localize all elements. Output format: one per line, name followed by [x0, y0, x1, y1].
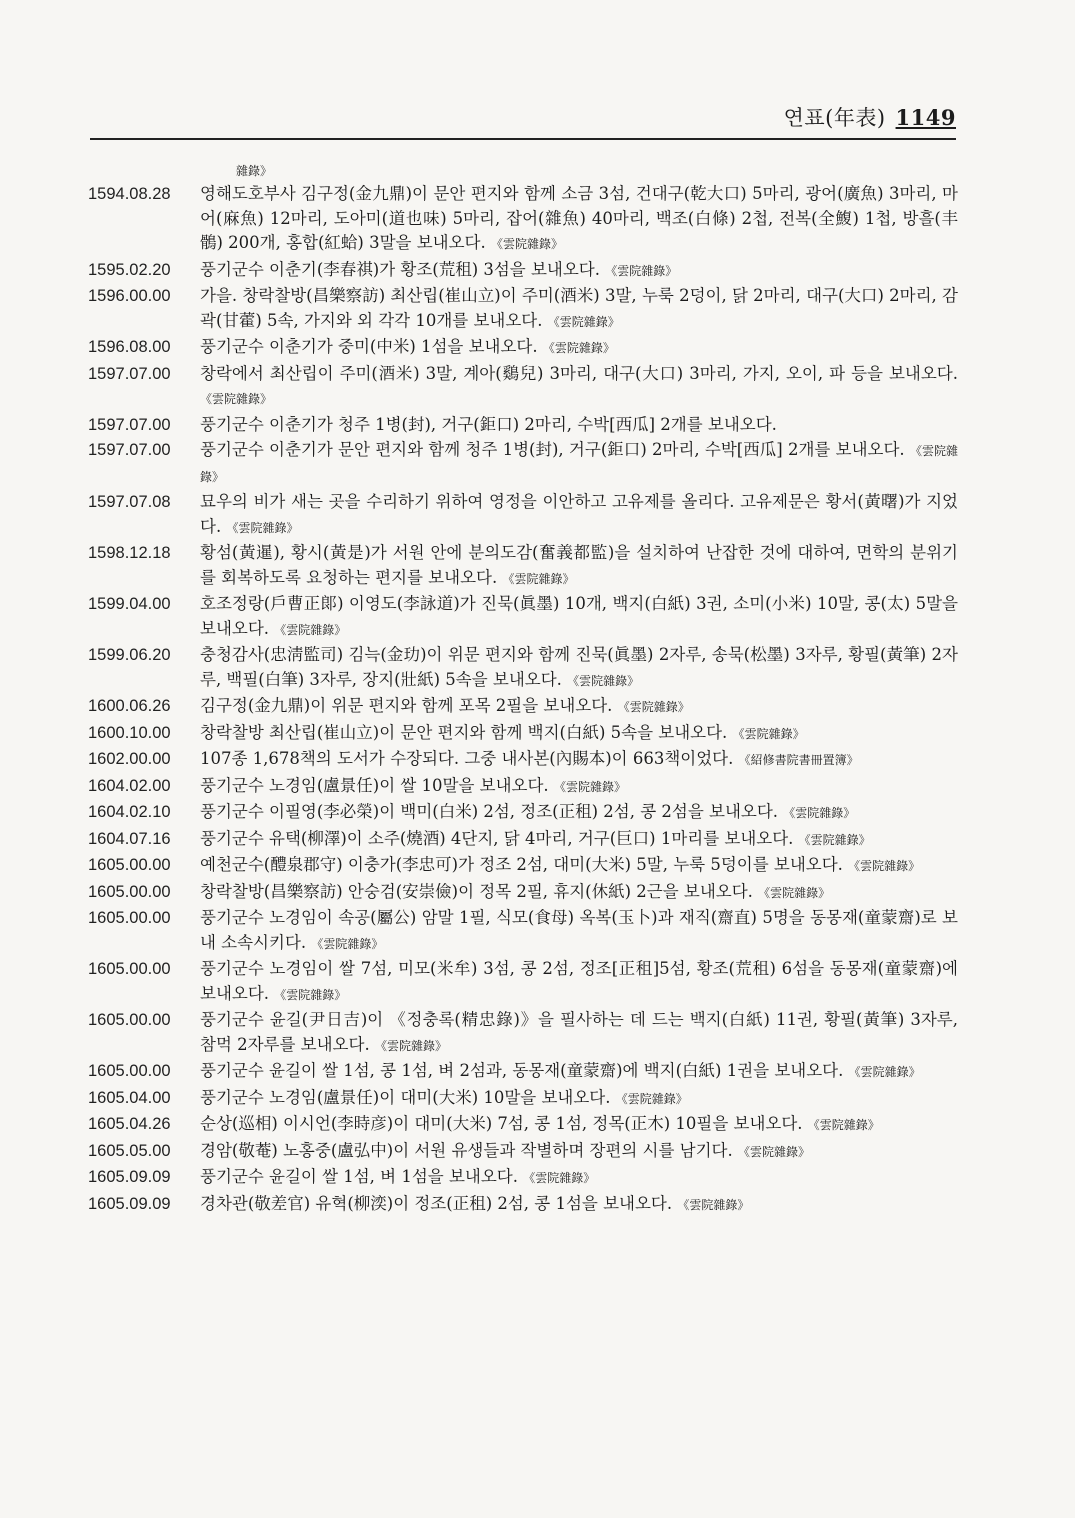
entry-text: 김구정(金九鼎)이 위문 편지와 함께 포목 2필을 보내오다.: [200, 696, 613, 715]
entry-source: 《雲院雜錄》: [200, 392, 273, 406]
entry-date: 1597.07.00: [88, 441, 171, 459]
chronology-entry: [88, 1059, 958, 1085]
chronology-entry: [88, 721, 958, 747]
entry-text: 영해도호부사 김구정(金九鼎)이 문안 편지와 함께 소금 3섬, 건대구(乾大口) 5마리, 광어(廣魚) 3마리, 마어(麻魚) 12마리, 도아미(道也味) 5마리, 잡어(雜魚) 40마리, 백조(白條) 2첩, 전복(全鰒) 1첩, 방흘(丰鶻) 200개, 홍합(紅蛤) 3말을 보내오다.: [200, 184, 958, 252]
entry-text-block: [196, 827, 958, 853]
entry-source: 《雲院雜錄》: [738, 1144, 811, 1159]
chronology-entry: [88, 747, 958, 773]
entry-text-block: [196, 541, 958, 591]
entry-text: 107종 1,678책의 도서가 수장되다. 그중 내사본(內賜本)이 663책이었다.: [200, 749, 734, 768]
entry-date: 1605.09.09: [88, 1168, 171, 1186]
chronology-entry: [88, 1008, 958, 1058]
chronology-entry: [88, 880, 958, 906]
entry-source: 《雲院雜錄》: [798, 832, 871, 847]
entry-text-block: [196, 362, 958, 412]
chronology-entry: [88, 774, 958, 800]
entry-text-block: [196, 853, 958, 879]
chronology-entry: [88, 1086, 958, 1112]
entry-text: 풍기군수 이춘기가 중미(中米) 1섬을 보내오다.: [200, 337, 538, 356]
entry-text-block: [196, 906, 958, 956]
entry-date: 1599.06.20: [88, 646, 171, 664]
entry-text: 풍기군수 노경임이 쌀 7섬, 미모(米牟) 3섬, 콩 2섬, 정조[正租]5섬, 황조(荒租) 6섬을 동몽재(童蒙齋)에 보내오다.: [200, 959, 958, 1003]
entry-text-block: [196, 747, 958, 773]
entry-text: 풍기군수 윤길(尹日吉)이 《정충록(精忠錄)》을 필사하는 데 드는 백지(白紙) 11권, 황필(黃筆) 3자루, 참먹 2자루를 보내오다.: [200, 1010, 958, 1054]
entry-source: 《雲院雜錄》: [226, 520, 299, 535]
entry-date: 1605.00.00: [88, 856, 171, 874]
entry-text-block: [196, 1059, 958, 1085]
entry-source: 《雲院雜錄》: [758, 885, 831, 900]
chronology-entry: [88, 643, 958, 693]
running-head: [784, 102, 956, 132]
entry-text: 묘우의 비가 새는 곳을 수리하기 위하여 영정을 이안하고 고유제를 올리다. 고유제문은 황서(黃曙)가 지었다.: [200, 492, 958, 536]
chronology-entry: [88, 362, 958, 412]
entry-text: 풍기군수 유택(柳澤)이 소주(燒酒) 4단지, 닭 4마리, 거구(巨口) 1마리를 보내오다.: [200, 828, 794, 848]
entry-text: 풍기군수 이춘기(李春祺)가 황조(荒租) 3섬을 보내오다.: [200, 259, 600, 279]
chronology-entry: [88, 906, 958, 956]
entry-text-block: [196, 1086, 958, 1112]
entry-date: 1594.08.28: [88, 185, 171, 203]
entry-date: 1605.00.00: [88, 1062, 171, 1080]
entry-text: 충청감사(忠淸監司) 김늑(金玏)이 위문 편지와 함께 진묵(眞墨) 2자루, 송묵(松墨) 3자루, 황필(黃筆) 2자루, 백필(白筆) 3자루, 장지(壯紙) 5속을 보내오다.: [200, 645, 958, 689]
entry-text: 풍기군수 이춘기가 청주 1병(封), 거구(鉅口) 2마리, 수박[西瓜] 2개를 보내오다.: [200, 414, 777, 434]
chronology-entry: [88, 490, 958, 540]
entry-source: 《雲院雜錄》: [732, 726, 805, 741]
entry-date: 1602.00.00: [88, 750, 171, 768]
entry-source: 《雲院雜錄》: [200, 444, 959, 484]
continuation-source: 雜錄》: [236, 164, 273, 178]
entry-date: 1605.00.00: [88, 960, 171, 978]
entry-text-block: [196, 880, 958, 906]
chronology-entry: [88, 957, 958, 1007]
entry-text-block: [196, 335, 958, 361]
entry-date: 1604.02.00: [88, 776, 171, 795]
entry-text-block: [196, 258, 958, 284]
chronology-entry: [88, 1165, 958, 1191]
entry-text-block: [196, 694, 958, 720]
entry-date: 1605.05.00: [88, 1141, 171, 1160]
entry-source: 《雲院雜錄》: [311, 936, 384, 951]
entry-source: 《雲院雜錄》: [617, 700, 690, 714]
chronology-entry: [88, 1139, 958, 1165]
entry-source: 《雲院雜錄》: [807, 1118, 880, 1132]
entry-text: 창락찰방 최산립(崔山立)이 문안 편지와 함께 백지(白紙) 5속을 보내오다.: [200, 722, 728, 742]
chronology-entry: [88, 413, 958, 438]
entry-text-block: [196, 957, 958, 1007]
entry-date: 1605.04.00: [88, 1088, 171, 1107]
entry-date: 1604.07.16: [88, 829, 171, 848]
chronology-entry: [88, 592, 958, 642]
entry-date: 1605.00.00: [88, 909, 171, 927]
entry-date: 1597.07.08: [88, 493, 171, 511]
entry-source: 《雲院雜錄》: [274, 622, 347, 637]
entry-source: 《雲院雜錄》: [567, 673, 640, 688]
entry-text: 경암(敬菴) 노홍중(盧弘中)이 서원 유생들과 작별하며 장편의 시를 남기다.: [200, 1140, 733, 1160]
entry-text-block: [196, 413, 958, 438]
entry-source: 《雲院雜錄》: [677, 1197, 750, 1212]
entry-date: 1596.00.00: [88, 287, 171, 305]
entry-text-block: [196, 1192, 958, 1218]
entry-date: 1597.07.00: [88, 415, 171, 434]
chronology-entry: [88, 827, 958, 853]
entry-text-block: [196, 800, 958, 826]
entry-text: 예천군수(醴泉郡守) 이충가(李忠可)가 정조 2섬, 대미(大米) 5말, 누룩 5덩이를 보내오다.: [200, 855, 843, 874]
chronology-entry: [88, 694, 958, 720]
entry-text: 경차관(敬差官) 유혁(柳湙)이 정조(正租) 2섬, 콩 1섬을 보내오다.: [200, 1193, 673, 1213]
entry-date: 1600.06.26: [88, 697, 171, 715]
entry-text-block: [196, 592, 958, 642]
entry-source: 《雲院雜錄》: [542, 341, 615, 355]
entry-text-block: [196, 721, 958, 747]
entry-text: 창락찰방(昌樂察訪) 안숭검(安崇儉)이 정목 2필, 휴지(休紙) 2근을 보내오다.: [200, 881, 753, 901]
entry-date: 1599.04.00: [88, 595, 171, 613]
chronology-entry: [88, 335, 958, 361]
chronology-entry: [88, 438, 958, 489]
entry-text-block: [196, 1112, 958, 1138]
entry-source: 《雲院雜錄》: [783, 806, 856, 820]
chronology-list: [88, 160, 958, 1218]
chronology-entry: [88, 541, 958, 591]
chronology-entry: [88, 1112, 958, 1138]
entry-date: 1605.04.26: [88, 1115, 171, 1133]
entry-text: 풍기군수 노경임(盧景任)이 대미(大米) 10말을 보내오다.: [200, 1087, 611, 1107]
page-header: [90, 98, 956, 140]
chronology-entry: [88, 853, 958, 879]
entry-text: 순상(巡相) 이시언(李時彦)이 대미(大米) 7섬, 콩 1섬, 정목(正木) 10필을 보내오다.: [200, 1114, 803, 1133]
chronology-entry: [88, 182, 958, 257]
entry-date: 1597.07.00: [88, 364, 171, 383]
running-head-title: 연표(年表): [783, 106, 886, 130]
entry-text-block: [196, 438, 958, 489]
entry-text: 창락에서 최산립이 주미(酒米) 3말, 계아(鷄兒) 3마리, 대구(大口) 3마리, 가지, 오이, 파 등을 보내오다.: [200, 363, 958, 383]
entry-source: 《雲院雜錄》: [523, 1171, 596, 1185]
entry-source: 《雲院雜錄》: [848, 1065, 921, 1079]
entry-date: 1596.08.00: [88, 338, 171, 356]
entries-container: [88, 182, 958, 1217]
entry-date: 1605.00.00: [88, 882, 171, 901]
entry-text-block: [196, 1139, 958, 1165]
entry-text: 풍기군수 윤길이 쌀 1섬, 벼 1섬을 보내오다.: [200, 1167, 518, 1186]
entry-source: 《紹修書院書冊置簿》: [738, 753, 859, 767]
entry-text: 풍기군수 이춘기가 문안 편지와 함께 청주 1병(封), 거구(鉅口) 2마리, 수박[西瓜] 2개를 보내오다.: [200, 440, 905, 459]
entry-date: 1600.10.00: [88, 723, 171, 742]
entry-source: 《雲院雜錄》: [605, 263, 678, 278]
chronology-entry: [88, 800, 958, 826]
entry-date: 1605.00.00: [88, 1011, 171, 1029]
entry-source: 《雲院雜錄》: [490, 237, 563, 251]
entry-text: 호조정랑(戶曹正郞) 이영도(李詠道)가 진묵(眞墨) 10개, 백지(白紙) 3권, 소미(小米) 10말, 콩(太) 5말을 보내오다.: [200, 594, 958, 638]
entry-source: 《雲院雜錄》: [615, 1091, 688, 1106]
entry-text: 풍기군수 노경임이 속공(屬公) 암말 1필, 식모(食母) 옥복(玉卜)과 재직(齋直) 5명을 동몽재(童蒙齋)로 보내 소속시키다.: [200, 908, 958, 952]
entry-source: 《雲院雜錄》: [848, 859, 921, 873]
entry-text-block: [196, 1008, 958, 1058]
entry-text-block: [196, 182, 958, 257]
entry-source: 《雲院雜錄》: [547, 314, 620, 329]
entry-source: 《雲院雜錄》: [374, 1038, 447, 1053]
entry-text: 황섬(黃暹), 황시(黃是)가 서원 안에 분의도감(奮義都監)을 설치하여 난잡한 것에 대하여, 면학의 분위기를 회복하도록 요청하는 편지를 보내오다.: [200, 543, 958, 587]
entry-date: 1595.02.20: [88, 260, 171, 279]
entry-text-block: [196, 490, 958, 540]
entry-source: 《雲院雜錄》: [502, 571, 575, 586]
chronology-entry: [88, 284, 958, 334]
entry-text-block: [196, 1165, 958, 1191]
entry-text-block: [196, 774, 958, 800]
entry-text: 풍기군수 노경임(盧景任)이 쌀 10말을 보내오다.: [200, 775, 549, 795]
chronology-entry: [88, 1192, 958, 1218]
page-number: 1149: [895, 105, 956, 130]
entry-text: 가을. 창락찰방(昌樂察訪) 최산립(崔山立)이 주미(酒米) 3말, 누룩 2덩이, 닭 2마리, 대구(大口) 2마리, 감곽(甘藿) 5속, 가지와 외 각각 10개를 보내오다.: [200, 286, 958, 330]
entry-text: 풍기군수 윤길이 쌀 1섬, 콩 1섬, 벼 2섬과, 동몽재(童蒙齋)에 백지(白紙) 1권을 보내오다.: [200, 1061, 844, 1080]
entry-date: 1605.09.09: [88, 1194, 171, 1213]
entry-text-block: [196, 284, 958, 334]
chronology-entry: [88, 258, 958, 284]
entry-date: 1604.02.10: [88, 803, 171, 821]
entry-text-block: [196, 643, 958, 693]
entry-date: 1598.12.18: [88, 544, 171, 562]
entry-source: 《雲院雜錄》: [553, 779, 626, 794]
entry-text: 풍기군수 이필영(李必榮)이 백미(白米) 2섬, 정조(正租) 2섬, 콩 2섬을 보내오다.: [200, 802, 779, 821]
entry-source: 《雲院雜錄》: [274, 987, 347, 1002]
